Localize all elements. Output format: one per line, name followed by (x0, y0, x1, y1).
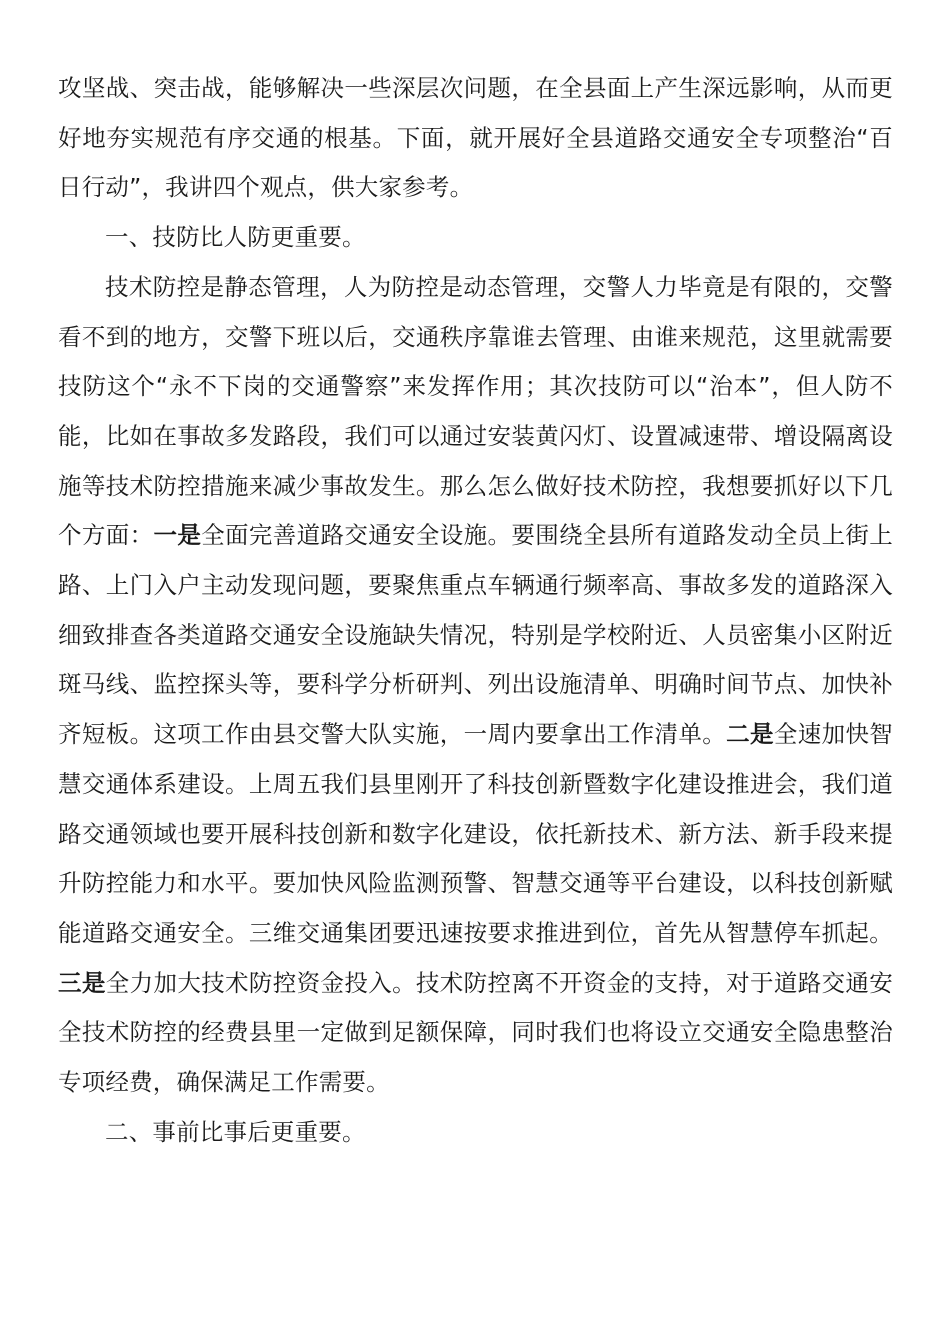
paragraph-text-segment: 全速加快智慧交通体系建设。上周五我们县里刚开了科技创新暨数字化建设推进会，我们道路交通领域也要开展科技创新和数字化建设，依托新技术、新方法、新手段来提升防控能力和水平。要加快风险监测预警、智慧交通等平台建设，以科技创新赋能道路交通安全。三维交通集团要迅速按要求推进到位，首先从智慧停车抓起。 (58, 720, 894, 947)
paragraph-text-segment: 全力加大技术防控资金投入。技术防控离不开资金的支持，对于道路交通安全技术防控的经费县里一定做到足额保障，同时我们也将设立交通安全隐患整治专项经费，确保满足工作需要。 (58, 968, 893, 1097)
paragraph-tech-prevention (58, 263, 893, 1108)
section-heading-2: 二、事前比事后更重要。 (105, 1117, 366, 1146)
section-heading-1: 一、技防比人防更重要。 (105, 223, 366, 252)
paragraph-intro-continuation: 攻坚战、突击战，能够解决一些深层次问题，在全县面上产生深远影响，从而更好地夯实规范有序交通的根基。下面，就开展好全县道路交通安全专项整治“百日行动”，我讲四个观点，供大家参考。 (58, 74, 893, 202)
bold-marker-second: 二是 (726, 720, 774, 749)
paragraph-text-segment: 全面完善道路交通安全设施。要围绕全县所有道路发动全员上街上路、上门入户主动发现问题，要聚焦重点车辆通行频率高、事故多发的道路深入细致排查各类道路交通安全设施缺失情况，特别是学校附近、人员密集小区附近斑马线、监控探头等，要科学分析研判、列出设施清单、明确时间节点、加快补齐短板。这项工作由县交警大队实施，一周内要拿出工作清单。 (58, 521, 893, 749)
paragraph-text-segment: 技术防控是静态管理，人为防控是动态管理，交警人力毕竟是有限的，交警看不到的地方，交警下班以后，交通秩序靠谁去管理、由谁来规范，这里就需要技防这个“永不下岗的交通警察”来发挥作用；其次技防可以“治本”，但人防不能，比如在事故多发路段，我们可以通过安装黄闪灯、设置减速带、增设隔离设施等技术防控措施来减少事故发生。那么怎么做好技术防控，我想要抓好以下几个方面： (58, 272, 893, 550)
bold-marker-third: 三是 (58, 968, 106, 997)
document-page (58, 64, 893, 1157)
bold-marker-first: 一是 (153, 521, 202, 550)
